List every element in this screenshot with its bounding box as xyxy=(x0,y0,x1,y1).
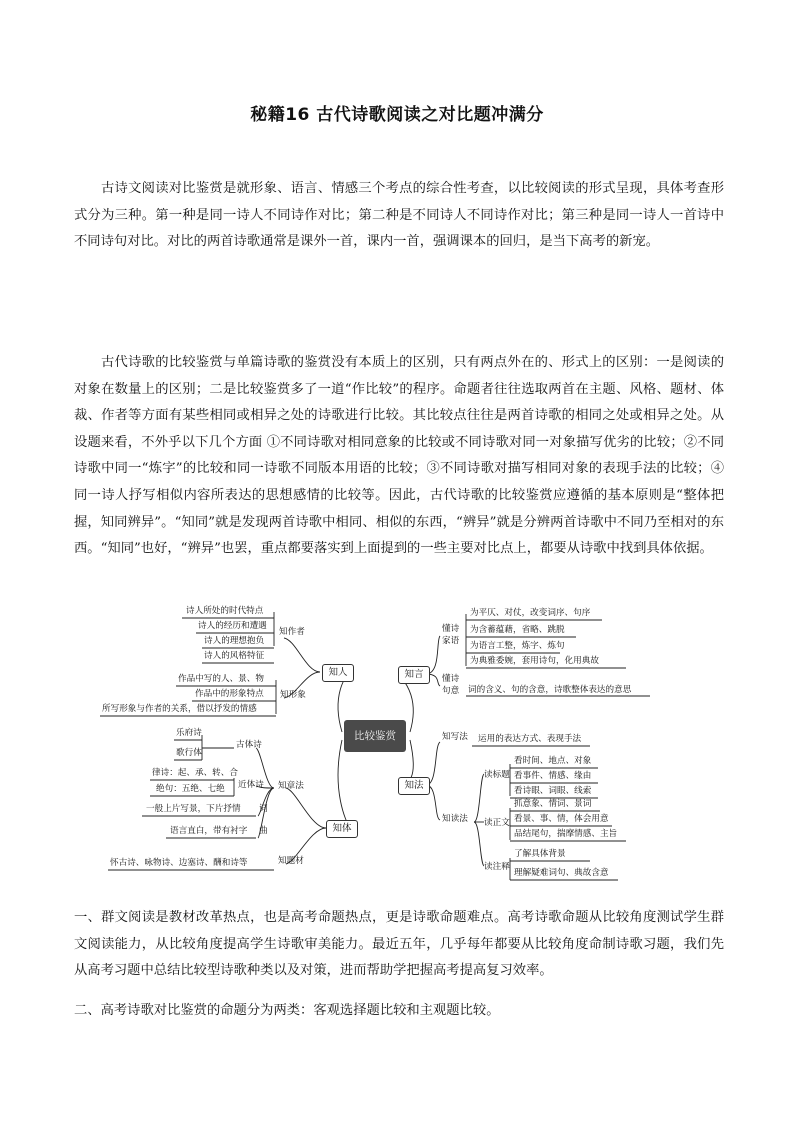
leaf-zhushi-2: 理解疑难词句、典故含意 xyxy=(514,868,609,878)
leaf-xingxiang-1: 作品中写的人、景、物 xyxy=(178,674,264,684)
leaf-xingxiang-3: 所写形象与作者的关系，借以抒发的情感 xyxy=(102,704,257,714)
node-dongshi-jiayu-1: 懂诗 xyxy=(442,624,460,634)
mindmap-center-node: 比较鉴赏 xyxy=(344,720,406,752)
node-zhiyan: 知言 xyxy=(398,666,430,684)
node-zhizuozhe: 知作者 xyxy=(279,627,305,637)
leaf-zuozhe-2: 诗人的经历和遭遇 xyxy=(198,621,267,631)
point-two-paragraph: 二、高考诗歌对比鉴赏的命题分为两类：客观选择题比较和主观题比较。 xyxy=(74,1003,500,1018)
leaf-zuozhe-3: 诗人的理想抱负 xyxy=(204,636,265,646)
leaf-zuozhe-1: 诗人所处的时代特点 xyxy=(186,606,264,616)
node-qu: 曲 xyxy=(259,826,268,836)
node-duzhushi: 读注释 xyxy=(484,862,510,872)
node-dongshi-juyi-2: 句意 xyxy=(442,686,460,696)
node-zhiren: 知人 xyxy=(322,664,354,682)
leaf-zhengwen-3: 品结尾句，揣摩情感、主旨 xyxy=(514,829,618,839)
leaf-juyi: 词的含义、句的含意，诗歌整体表达的意思 xyxy=(468,685,632,695)
point-one-paragraph: 一、群文阅读是教材改革热点，也是高考命题热点，更是诗歌命题难点。高考诗歌命题从比较角度测试学生群文阅读能力，从比较角度提高学生诗歌审美能力。最近五年，几乎每年都要从比较角度命制诗歌习题，我们先从高考习题中总结比较型诗歌种类以及对策，进而帮助学把握高考提高复习效率。 xyxy=(74,910,724,979)
node-duzhengwen: 读正文 xyxy=(484,818,510,828)
node-dongshi-jiayu-2: 家语 xyxy=(442,636,460,646)
intro-paragraph: 古诗文阅读对比鉴赏是就形象、语言、情感三个考点的综合性考查，以比较阅读的形式呈现，具体考查形式分为三种。第一种是同一诗人不同诗作对比；第二种是不同诗人不同诗作对比；第三种是同一诗人一首诗中不同诗句对比。对比的两首诗歌通常是课外一首，课内一首，强调课本的回归，是当下高考的新宠。 xyxy=(74,181,724,250)
mindmap-diagram xyxy=(96,600,656,890)
leaf-zhengwen-2: 看景、事、情，体会用意 xyxy=(514,814,609,824)
leaf-jiayu-4: 为典雅委婉，套用诗句，化用典故 xyxy=(470,656,599,666)
node-gutishi: 古体诗 xyxy=(236,740,262,750)
leaf-ticai: 怀古诗、咏物诗、边塞诗、酬和诗等 xyxy=(110,858,248,868)
leaf-jiayu-2: 为含蓄蕴藉，省略、跳脱 xyxy=(470,625,565,635)
leaf-ci: 一般上片写景，下片抒情 xyxy=(146,804,241,814)
leaf-zhengwen-1: 抓意象、情词、景词 xyxy=(514,799,592,809)
leaf-zhushi-1: 了解具体背景 xyxy=(514,849,566,859)
leaf-biaoti-2: 看事件、情感、缘由 xyxy=(514,771,592,781)
node-jintishi: 近体诗 xyxy=(238,780,264,790)
leaf-guti-1: 乐府诗 xyxy=(176,728,202,738)
node-zhixiefa: 知写法 xyxy=(442,732,468,742)
leaf-biaoti-1: 看时间、地点、对象 xyxy=(514,756,592,766)
node-ci: 词 xyxy=(259,804,268,814)
node-zhizhangfa: 知章法 xyxy=(278,781,304,791)
node-zhiticai: 知题材 xyxy=(278,856,304,866)
leaf-jiayu-3: 为语言工整，炼字、炼句 xyxy=(470,641,565,651)
leaf-qu: 语言直白，带有衬字 xyxy=(170,826,248,836)
node-zhiti: 知体 xyxy=(326,820,358,838)
leaf-jinti-2: 绝句：五绝、七绝 xyxy=(156,784,225,794)
node-dubiaoti: 读标题 xyxy=(484,770,510,780)
node-dongshi-juyi-1: 懂诗 xyxy=(442,674,460,684)
node-zhidufa: 知读法 xyxy=(442,814,468,824)
leaf-xiefa: 运用的表达方式、表现手法 xyxy=(478,734,582,744)
leaf-biaoti-3: 看诗眼、词眼、线索 xyxy=(514,786,592,796)
leaf-guti-2: 歌行体 xyxy=(176,748,202,758)
node-zhixingxiang: 知形象 xyxy=(280,690,306,700)
node-zhifa: 知法 xyxy=(398,777,430,795)
leaf-jiayu-1: 为平仄、对仗，改变词序、句序 xyxy=(470,608,591,618)
leaf-xingxiang-2: 作品中的形象特点 xyxy=(195,689,264,699)
leaf-jinti-1: 律诗：起、承、转、合 xyxy=(152,768,238,778)
page-title: 秘籍16 古代诗歌阅读之对比题冲满分 xyxy=(250,105,544,125)
leaf-zuozhe-4: 诗人的风格特征 xyxy=(204,651,265,661)
method-paragraph: 古代诗歌的比较鉴赏与单篇诗歌的鉴赏没有本质上的区别，只有两点外在的、形式上的区别：一是阅读的对象在数量上的区别；二是比较鉴赏多了一道“作比较”的程序。命题者往往选取两首在主题、风格、题材、体裁、作者等方面有某些相同或相异之处的诗歌进行比较。其比较点往往是两首诗歌的相同之处或相异之处。从设题来看，不外乎以下几个方面 ①不同诗歌对相同意象的比较或不同诗歌对同一对象描写优劣的比较；②不同诗歌中同一“炼字”的比较和同一诗歌不同版本用语的比较；③不同诗歌对描写相同对象的表现手法的比较；④同一诗人抒写相似内容所表达的思想感情的比较等。因此，古代诗歌的比较鉴赏应遵循的基本原则是“整体把握，知同辨异”。“知同”就是发现两首诗歌中相同、相似的东西，“辨异”就是分辨两首诗歌中不同乃至相对的东西。“知同”也好，“辨异”也罢，重点都要落实到上面提到的一些主要对比点上，都要从诗歌中找到具体依据。 xyxy=(74,355,724,557)
